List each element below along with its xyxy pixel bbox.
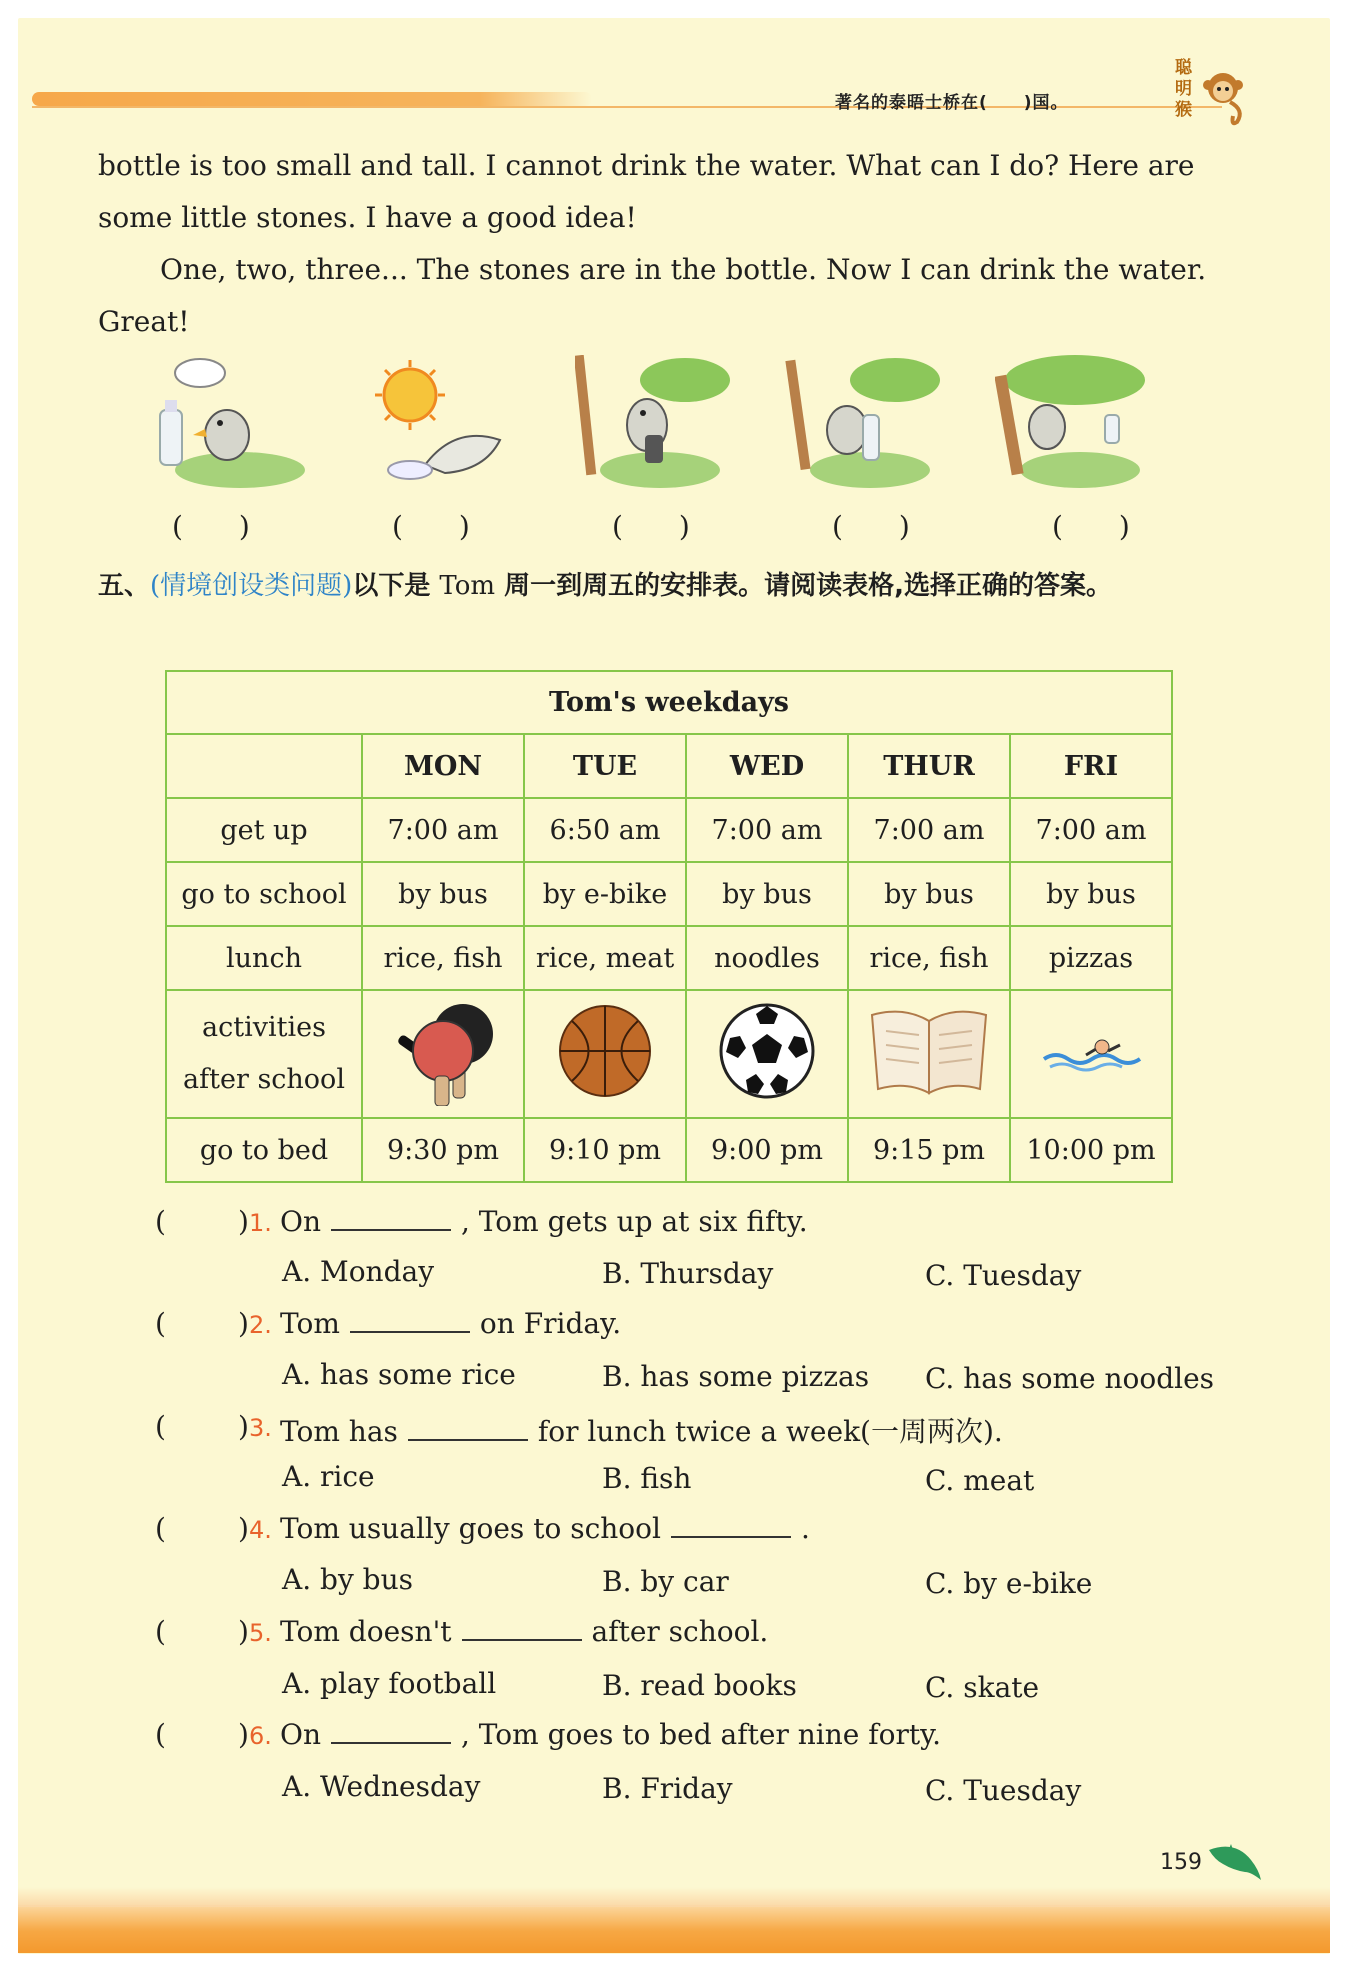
bird-with-stone-image — [575, 355, 730, 495]
table-cell: by bus — [686, 862, 848, 926]
answer-bracket-1[interactable]: ( ) — [172, 510, 250, 543]
table-cell: rice, fish — [362, 926, 524, 990]
answer-paren-open[interactable]: ( — [155, 1205, 166, 1238]
fill-blank[interactable] — [350, 1309, 470, 1333]
fill-blank[interactable] — [408, 1417, 528, 1441]
row-label: go to bed — [166, 1118, 362, 1182]
table-cell — [1010, 990, 1172, 1118]
option-c[interactable]: C. Tuesday — [925, 1774, 1082, 1807]
table-cell: 6:50 am — [524, 798, 686, 862]
table-cell: 7:00 am — [848, 798, 1010, 862]
open-book-icon — [864, 1001, 994, 1101]
story-line-2: some little stones. I have a good idea! — [98, 201, 637, 234]
table-cell: 7:00 am — [686, 798, 848, 862]
ping-pong-paddles-icon — [383, 996, 503, 1106]
question-number: 1. — [248, 1209, 272, 1237]
question-number: 2. — [248, 1311, 272, 1339]
question-stem — [280, 1718, 941, 1751]
option-c[interactable]: C. has some noodles — [925, 1362, 1215, 1395]
option-a[interactable]: A. rice — [282, 1460, 375, 1493]
table-cell: 9:15 pm — [848, 1118, 1010, 1182]
activities-label-1: activities — [202, 1012, 326, 1043]
bird-thinking-image — [155, 355, 310, 495]
basketball-icon — [550, 996, 660, 1106]
answer-paren-close: )3. — [238, 1410, 272, 1443]
answer-paren-open[interactable]: ( — [155, 1615, 166, 1648]
day-header: WED — [686, 734, 848, 798]
question-stem — [280, 1307, 621, 1340]
table-cell: rice, meat — [524, 926, 686, 990]
section-category: (情境创设类问题) — [150, 571, 353, 601]
question-number: 5. — [248, 1619, 272, 1647]
option-b[interactable]: B. has some pizzas — [602, 1360, 870, 1393]
football-icon — [712, 996, 822, 1106]
stem-before: Tom has — [280, 1415, 398, 1448]
stem-after: . — [800, 1512, 810, 1545]
header-decor-bar — [32, 92, 592, 106]
day-header: FRI — [1010, 734, 1172, 798]
table-cell — [524, 990, 686, 1118]
sun-and-bird-image — [365, 355, 520, 495]
answer-bracket-2[interactable]: ( ) — [392, 510, 470, 543]
stem-before: Tom usually goes to school — [280, 1512, 661, 1545]
table-cell — [686, 990, 848, 1118]
fill-blank[interactable] — [331, 1720, 451, 1744]
option-c[interactable]: C. Tuesday — [925, 1259, 1082, 1292]
option-c[interactable]: C. skate — [925, 1671, 1040, 1704]
table-cell: by bus — [848, 862, 1010, 926]
table-cell: 7:00 am — [362, 798, 524, 862]
table-cell: by bus — [1010, 862, 1172, 926]
stem-after: for lunch twice a week(一周两次). — [537, 1415, 1003, 1448]
answer-paren-close: )6. — [238, 1718, 272, 1751]
question-stem — [280, 1512, 810, 1545]
day-header: THUR — [848, 734, 1010, 798]
answer-paren-close: )4. — [238, 1512, 272, 1545]
stem-before: Tom — [280, 1307, 340, 1340]
table-cell: 9:30 pm — [362, 1118, 524, 1182]
option-c[interactable]: C. meat — [925, 1464, 1035, 1497]
section-text-a: 以下是 — [352, 571, 440, 601]
trivia-hint: 著名的泰晤士桥在( )国。 — [835, 93, 1069, 113]
answer-paren-close: )5. — [238, 1615, 272, 1648]
section-number: 五、 — [98, 571, 151, 601]
table-cell: 9:10 pm — [524, 1118, 686, 1182]
row-label: lunch — [166, 926, 362, 990]
page-number: 159 — [1160, 1850, 1202, 1875]
stem-after: on Friday. — [479, 1307, 622, 1340]
story-line-4: Great! — [98, 305, 190, 338]
answer-paren-open[interactable]: ( — [155, 1307, 166, 1340]
table-cell: by e-bike — [524, 862, 686, 926]
table-cell: 7:00 am — [1010, 798, 1172, 862]
fill-blank[interactable] — [462, 1617, 582, 1641]
table-cell: by bus — [362, 862, 524, 926]
option-a[interactable]: A. by bus — [282, 1563, 413, 1596]
stem-before: On — [280, 1205, 321, 1238]
option-a[interactable]: A. Wednesday — [282, 1770, 481, 1803]
answer-paren-open[interactable]: ( — [155, 1410, 166, 1443]
row-label — [166, 990, 362, 1118]
row-label: go to school — [166, 862, 362, 926]
bird-drinking-image — [995, 355, 1150, 495]
table-cell: pizzas — [1010, 926, 1172, 990]
monkey-mascot — [1175, 58, 1250, 128]
answer-paren-open[interactable]: ( — [155, 1512, 166, 1545]
fill-blank[interactable] — [331, 1207, 451, 1231]
table-row — [166, 798, 1172, 862]
question-number: 6. — [248, 1722, 272, 1750]
answer-paren-open[interactable]: ( — [155, 1718, 166, 1751]
day-header: MON — [362, 734, 524, 798]
option-a[interactable]: A. has some rice — [282, 1358, 516, 1391]
answer-bracket-3[interactable]: ( ) — [612, 510, 690, 543]
table-row — [166, 990, 1172, 1118]
table-row — [166, 862, 1172, 926]
option-b[interactable]: B. fish — [602, 1462, 692, 1495]
option-b[interactable]: B. read books — [602, 1669, 797, 1702]
monkey-icon — [1175, 58, 1250, 128]
day-header: TUE — [524, 734, 686, 798]
question-number: 4. — [248, 1516, 272, 1544]
option-a[interactable]: A. play football — [282, 1667, 497, 1700]
fill-blank[interactable] — [671, 1514, 791, 1538]
option-b[interactable]: B. Thursday — [602, 1257, 774, 1290]
schedule-table — [165, 670, 1173, 1183]
option-c[interactable]: C. by e-bike — [925, 1567, 1093, 1600]
option-b[interactable]: B. by car — [602, 1565, 729, 1598]
table-row — [166, 1118, 1172, 1182]
story-pictures — [155, 355, 1185, 505]
section-text-b: 周一到周五的安排表。请阅读表格,选择正确的答案。 — [495, 571, 1112, 601]
table-cell: rice, fish — [848, 926, 1010, 990]
table-cell — [362, 990, 524, 1118]
table-cell: 10:00 pm — [1010, 1118, 1172, 1182]
stem-before: On — [280, 1718, 321, 1751]
bird-dropping-stones-image — [785, 355, 940, 495]
table-cell: 9:00 pm — [686, 1118, 848, 1182]
answer-paren-close: )2. — [238, 1307, 272, 1340]
section-tom: Tom — [439, 571, 496, 601]
story-line-3: One, two, three... The stones are in the bottle. Now I can drink the water. — [160, 253, 1207, 286]
stem-after: after school. — [591, 1615, 769, 1648]
question-stem — [280, 1205, 808, 1238]
answer-paren-close: )1. — [238, 1205, 272, 1238]
story-line-1: bottle is too small and tall. I cannot drink the water. What can I do? Here are — [98, 149, 1195, 182]
stem-before: Tom doesn't — [280, 1615, 452, 1648]
option-b[interactable]: B. Friday — [602, 1772, 733, 1805]
table-title: Tom's weekdays — [166, 671, 1172, 734]
table-corner — [166, 734, 362, 798]
section-5-instruction — [98, 560, 1248, 612]
activities-label-2: after school — [183, 1064, 345, 1095]
table-cell: noodles — [686, 926, 848, 990]
table-row — [166, 926, 1172, 990]
footer-decor-bar — [18, 1905, 1330, 1953]
stem-after: , Tom goes to bed after nine forty. — [461, 1718, 942, 1751]
question-stem — [280, 1410, 1003, 1450]
table-cell — [848, 990, 1010, 1118]
answer-bracket-5[interactable]: ( ) — [1052, 510, 1130, 543]
mascot-label: 聪明猴 — [1175, 58, 1192, 120]
question-number: 3. — [248, 1414, 272, 1442]
question-stem — [280, 1615, 768, 1648]
option-a[interactable]: A. Monday — [282, 1255, 435, 1288]
row-label: get up — [166, 798, 362, 862]
dolphin-icon — [1205, 1840, 1265, 1885]
answer-bracket-4[interactable]: ( ) — [832, 510, 910, 543]
stem-after: , Tom gets up at six fifty. — [461, 1205, 808, 1238]
swimmer-icon — [1036, 1021, 1146, 1081]
